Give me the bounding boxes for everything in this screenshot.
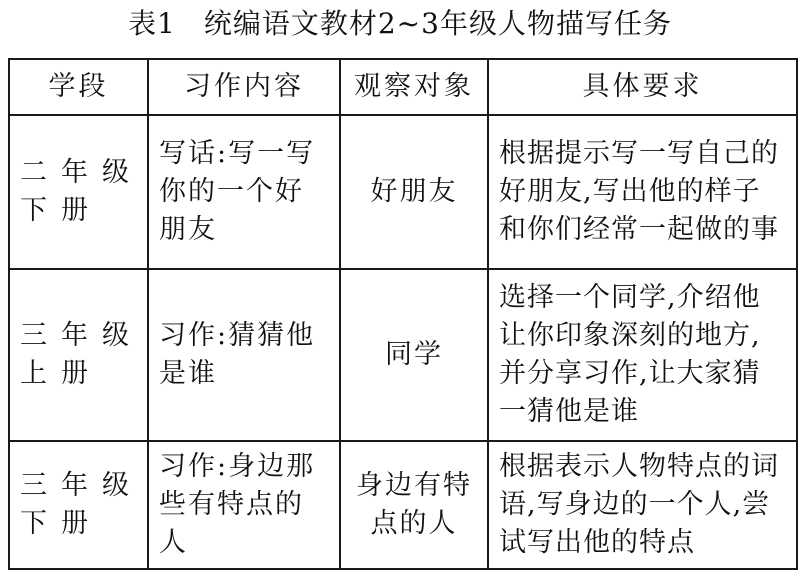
table-row bbox=[9, 269, 797, 441]
header-content: 习作内容 bbox=[148, 59, 340, 115]
stage-cell bbox=[9, 115, 148, 269]
table-number: 表1 bbox=[128, 7, 176, 40]
table-title: 统编语文教材2~3年级人物描写任务 bbox=[203, 7, 672, 40]
content-cell: 习作:猜猜他是谁 bbox=[148, 269, 340, 441]
object-cell: 身边有特点的人 bbox=[340, 441, 488, 569]
writing-task-table bbox=[8, 58, 798, 570]
header-stage: 学段 bbox=[9, 59, 148, 115]
stage-grade: 三年级 bbox=[20, 470, 143, 501]
requirement-cell: 选择一个同学,介绍他让你印象深刻的地方,并分享习作,让大家猜一猜他是谁 bbox=[488, 269, 797, 441]
stage-volume: 下册 bbox=[20, 508, 102, 539]
requirement-cell: 根据提示写一写自己的好朋友,写出他的样子和你们经常一起做的事 bbox=[488, 115, 797, 269]
table-row bbox=[9, 441, 797, 569]
table-caption bbox=[0, 4, 800, 44]
object-cell: 好朋友 bbox=[340, 115, 488, 269]
stage-grade: 三年级 bbox=[20, 320, 143, 351]
content-cell: 写话:写一写你的一个好朋友 bbox=[148, 115, 340, 269]
header-object: 观察对象 bbox=[340, 59, 488, 115]
content-cell: 习作:身边那些有特点的人 bbox=[148, 441, 340, 569]
header-requirement: 具体要求 bbox=[488, 59, 797, 115]
stage-volume: 上册 bbox=[20, 358, 102, 389]
stage-grade: 二年级 bbox=[20, 157, 143, 188]
table-row bbox=[9, 115, 797, 269]
stage-cell bbox=[9, 269, 148, 441]
stage-cell bbox=[9, 441, 148, 569]
requirement-cell: 根据表示人物特点的词语,写身边的一个人,尝试写出他的特点 bbox=[488, 441, 797, 569]
table-header-row bbox=[9, 59, 797, 115]
object-cell: 同学 bbox=[340, 269, 488, 441]
stage-volume: 下册 bbox=[20, 195, 102, 226]
